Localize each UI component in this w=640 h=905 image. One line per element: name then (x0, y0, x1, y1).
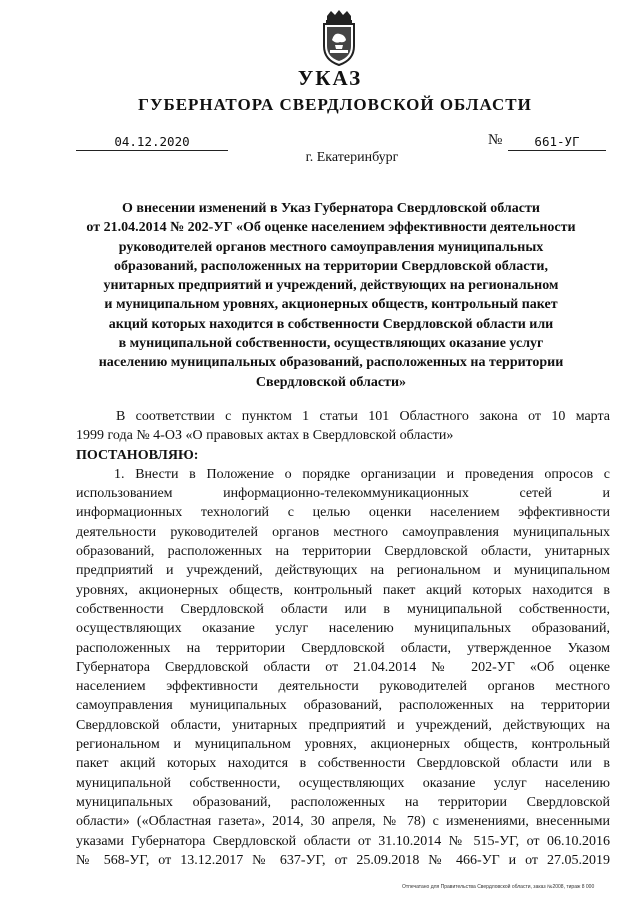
body-line: осуществляющих оказание услуг населению муниципальных образований, (76, 621, 610, 637)
body-line: предприятий и учреждений, действующих на региональном и муниципальном (76, 563, 610, 579)
body-line: муниципальных образований, расположенных на территории Свердловской (76, 794, 610, 810)
body-line: № 568-УГ, от 13.12.2017 № 637-УГ, от 25.09.2018 № 466-УГ и от 27.05.2019 (76, 852, 610, 868)
coat-of-arms-icon (318, 10, 360, 66)
body-line: использованием информационно-телекоммуникационных сетей и (76, 486, 610, 502)
body-line: 1999 года № 4-ОЗ «О правовых актах в Свердловской области» (76, 428, 454, 444)
body-line: Свердловской области, унитарных предприятий и учреждений, действующих на (76, 717, 610, 733)
number-sign: № (488, 132, 503, 148)
body-line: В соответствии с пунктом 1 статьи 101 Областного закона от 10 марта (116, 409, 610, 424)
body-line: области» («Областная газета», 2014, 30 апреля, № 78) с изменениями, внесенными (76, 814, 610, 830)
decree-word: ПОСТАНОВЛЯЮ: (76, 447, 199, 463)
document-type-title: УКАЗ (297, 66, 363, 90)
body-line: деятельности руководителей органов местного самоуправления муниципальных (76, 524, 610, 540)
body-line: региональном и муниципальном уровнях, акционерных обществ, контрольный (76, 737, 610, 753)
body-line: указами Губернатора Свердловской области от 31.10.2014 № 515-УГ, от 06.10.2016 (76, 833, 610, 849)
body-line: населением эффективности деятельности руководителей органов местного (76, 679, 610, 695)
heading-line: от 21.04.2014 № 202-УГ «Об оценке населением эффективности деятельности (86, 220, 576, 236)
body-line: расположенных на территории Свердловской области, утвержденное Указом (76, 640, 610, 656)
print-note: Отпечатано для Правительства Свердловской области, заказ №2008, тираж 8 000 (402, 884, 595, 890)
heading-line: Свердловской области» (255, 374, 407, 390)
decree-heading (66, 199, 596, 392)
body-line: информационных технологий с целью оценки населением эффективности (76, 505, 610, 521)
heading-line: акций которых находится в собственности Свердловской области или (108, 316, 554, 332)
issuer-title: ГУБЕРНАТОРА СВЕРДЛОВСКОЙ ОБЛАСТИ (138, 95, 532, 114)
body-line: 1. Внести в Положение о порядке организации и проведения опросов с (114, 466, 610, 482)
heading-line: и муниципальном уровнях, акционерных обществ, контрольный пакет (104, 297, 558, 313)
heading-line: населению муниципальных образований, расположенных на территории (98, 355, 564, 371)
decree-date: 04.12.2020 (76, 134, 228, 151)
heading-line: в муниципальной собственности, осуществляющих оказание услуг (118, 336, 544, 352)
city-line: г. Екатеринбург (305, 150, 399, 165)
heading-line: образований, расположенных на территории Свердловской области, (114, 258, 548, 274)
body-line: пакет акций которых находится в собственности Свердловской области или в (76, 756, 610, 772)
body-line: уровнях, акционерных обществ, контрольный пакет акций которых находится в (76, 582, 610, 598)
heading-line: руководителей органов местного самоуправления муниципальных (118, 239, 544, 255)
heading-line: унитарных предприятий и учреждений, действующих на региональном (103, 278, 559, 294)
decree-body (76, 407, 610, 870)
body-line: образований, расположенных на территории Свердловской области, унитарных (76, 544, 610, 560)
body-line: самоуправления муниципальных образований, расположенных на территории (76, 698, 610, 714)
decree-number: 661-УГ (508, 134, 606, 151)
body-line: собственности Свердловской области или в муниципальной собственности, (76, 601, 610, 617)
body-line: муниципальной собственности, осуществляющих оказание услуг населению (76, 775, 610, 791)
heading-line: О внесении изменений в Указ Губернатора Свердловской области (122, 201, 540, 216)
body-line: Губернатора Свердловской области от 21.04.2014 № 202-УГ «Об оценке (76, 659, 610, 675)
